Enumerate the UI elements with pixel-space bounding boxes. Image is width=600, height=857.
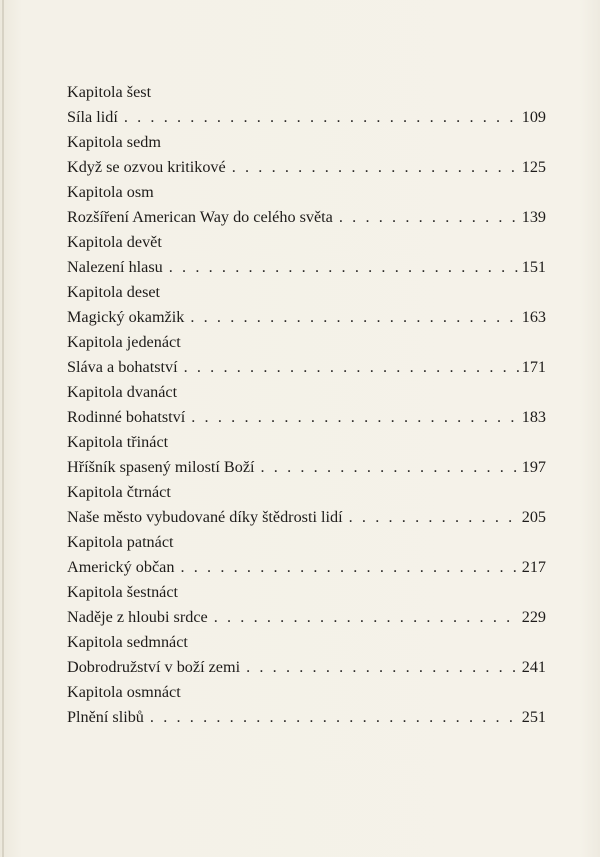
chapter-line: [67, 655, 546, 680]
chapter-label: Kapitola šestnáct: [67, 583, 179, 601]
chapter-line: [67, 455, 546, 480]
dot-leader: [339, 205, 520, 230]
toc-entry: [67, 680, 546, 730]
chapter-line: [67, 555, 546, 580]
chapter-title: Naděje z hloubi srdce: [67, 608, 208, 626]
chapter-label: Kapitola šest: [67, 83, 152, 101]
dot-leader: [349, 505, 520, 530]
dot-leader: [150, 705, 520, 730]
dot-leader: [180, 555, 519, 580]
chapter-line: [67, 355, 546, 380]
page-number: 251: [521, 708, 546, 726]
chapter-label: Kapitola osm: [67, 183, 154, 201]
chapter-title: Hříšník spasený milostí Boží: [67, 458, 255, 476]
page-number: 109: [521, 108, 546, 126]
page-number: 229: [521, 608, 546, 626]
chapter-label: Kapitola sedm: [67, 133, 161, 151]
dot-leader: [190, 305, 519, 330]
toc-entry: [67, 180, 546, 230]
page-number: 139: [521, 208, 546, 226]
page-number: 217: [521, 558, 546, 576]
toc-entry: [67, 580, 546, 630]
chapter-label: Kapitola jedenáct: [67, 333, 181, 351]
chapter-line: [67, 255, 546, 280]
dot-leader: [232, 155, 520, 180]
dot-leader: [214, 605, 520, 630]
chapter-label: Kapitola čtrnáct: [67, 483, 171, 501]
toc-entry: [67, 280, 546, 330]
chapter-title: Nalezení hlasu: [67, 258, 163, 276]
page-number: 205: [521, 508, 546, 526]
page-number: 151: [521, 258, 546, 276]
dot-leader: [184, 355, 520, 380]
chapter-title: Když se ozvou kritikové: [67, 158, 226, 176]
chapter-line: [67, 155, 546, 180]
dot-leader: [124, 105, 520, 130]
page-number: 171: [521, 358, 546, 376]
dot-leader: [261, 455, 520, 480]
table-of-contents: [67, 80, 546, 730]
toc-entry: [67, 80, 546, 130]
chapter-title: Síla lidí: [67, 108, 118, 126]
toc-entry: [67, 380, 546, 430]
dot-leader: [191, 405, 519, 430]
chapter-line: [67, 505, 546, 530]
chapter-label: Kapitola dvanáct: [67, 383, 178, 401]
chapter-label: Kapitola patnáct: [67, 533, 174, 551]
chapter-title: Americký občan: [67, 558, 175, 576]
chapter-label: Kapitola třináct: [67, 433, 169, 451]
page-edge: [2, 0, 4, 857]
toc-entry: [67, 230, 546, 280]
chapter-label: Kapitola sedmnáct: [67, 633, 188, 651]
chapter-label: Kapitola deset: [67, 283, 161, 301]
chapter-line: [67, 605, 546, 630]
page-number: 163: [521, 308, 546, 326]
toc-entry: [67, 630, 546, 680]
chapter-line: [67, 405, 546, 430]
chapter-title: Rozšíření American Way do celého světa: [67, 208, 333, 226]
toc-entry: [67, 130, 546, 180]
toc-entry: [67, 330, 546, 380]
dot-leader: [169, 255, 520, 280]
chapter-line: [67, 205, 546, 230]
chapter-line: [67, 305, 546, 330]
toc-entry: [67, 530, 546, 580]
page-number: 241: [521, 658, 546, 676]
chapter-title: Plnění slibů: [67, 708, 144, 726]
chapter-label: Kapitola osmnáct: [67, 683, 181, 701]
chapter-title: Magický okamžik: [67, 308, 185, 326]
page-number: 197: [521, 458, 546, 476]
toc-entry: [67, 480, 546, 530]
chapter-line: [67, 705, 546, 730]
page-number: 183: [521, 408, 546, 426]
chapter-title: Dobrodružství v boží zemi: [67, 658, 241, 676]
page-number: 125: [521, 158, 546, 176]
chapter-line: [67, 105, 546, 130]
chapter-title: Rodinné bohatství: [67, 408, 186, 426]
toc-entry: [67, 430, 546, 480]
dot-leader: [246, 655, 520, 680]
chapter-title: Naše město vybudované díky štědrosti lidí: [67, 508, 343, 526]
chapter-title: Sláva a bohatství: [67, 358, 178, 376]
chapter-label: Kapitola devět: [67, 233, 162, 251]
